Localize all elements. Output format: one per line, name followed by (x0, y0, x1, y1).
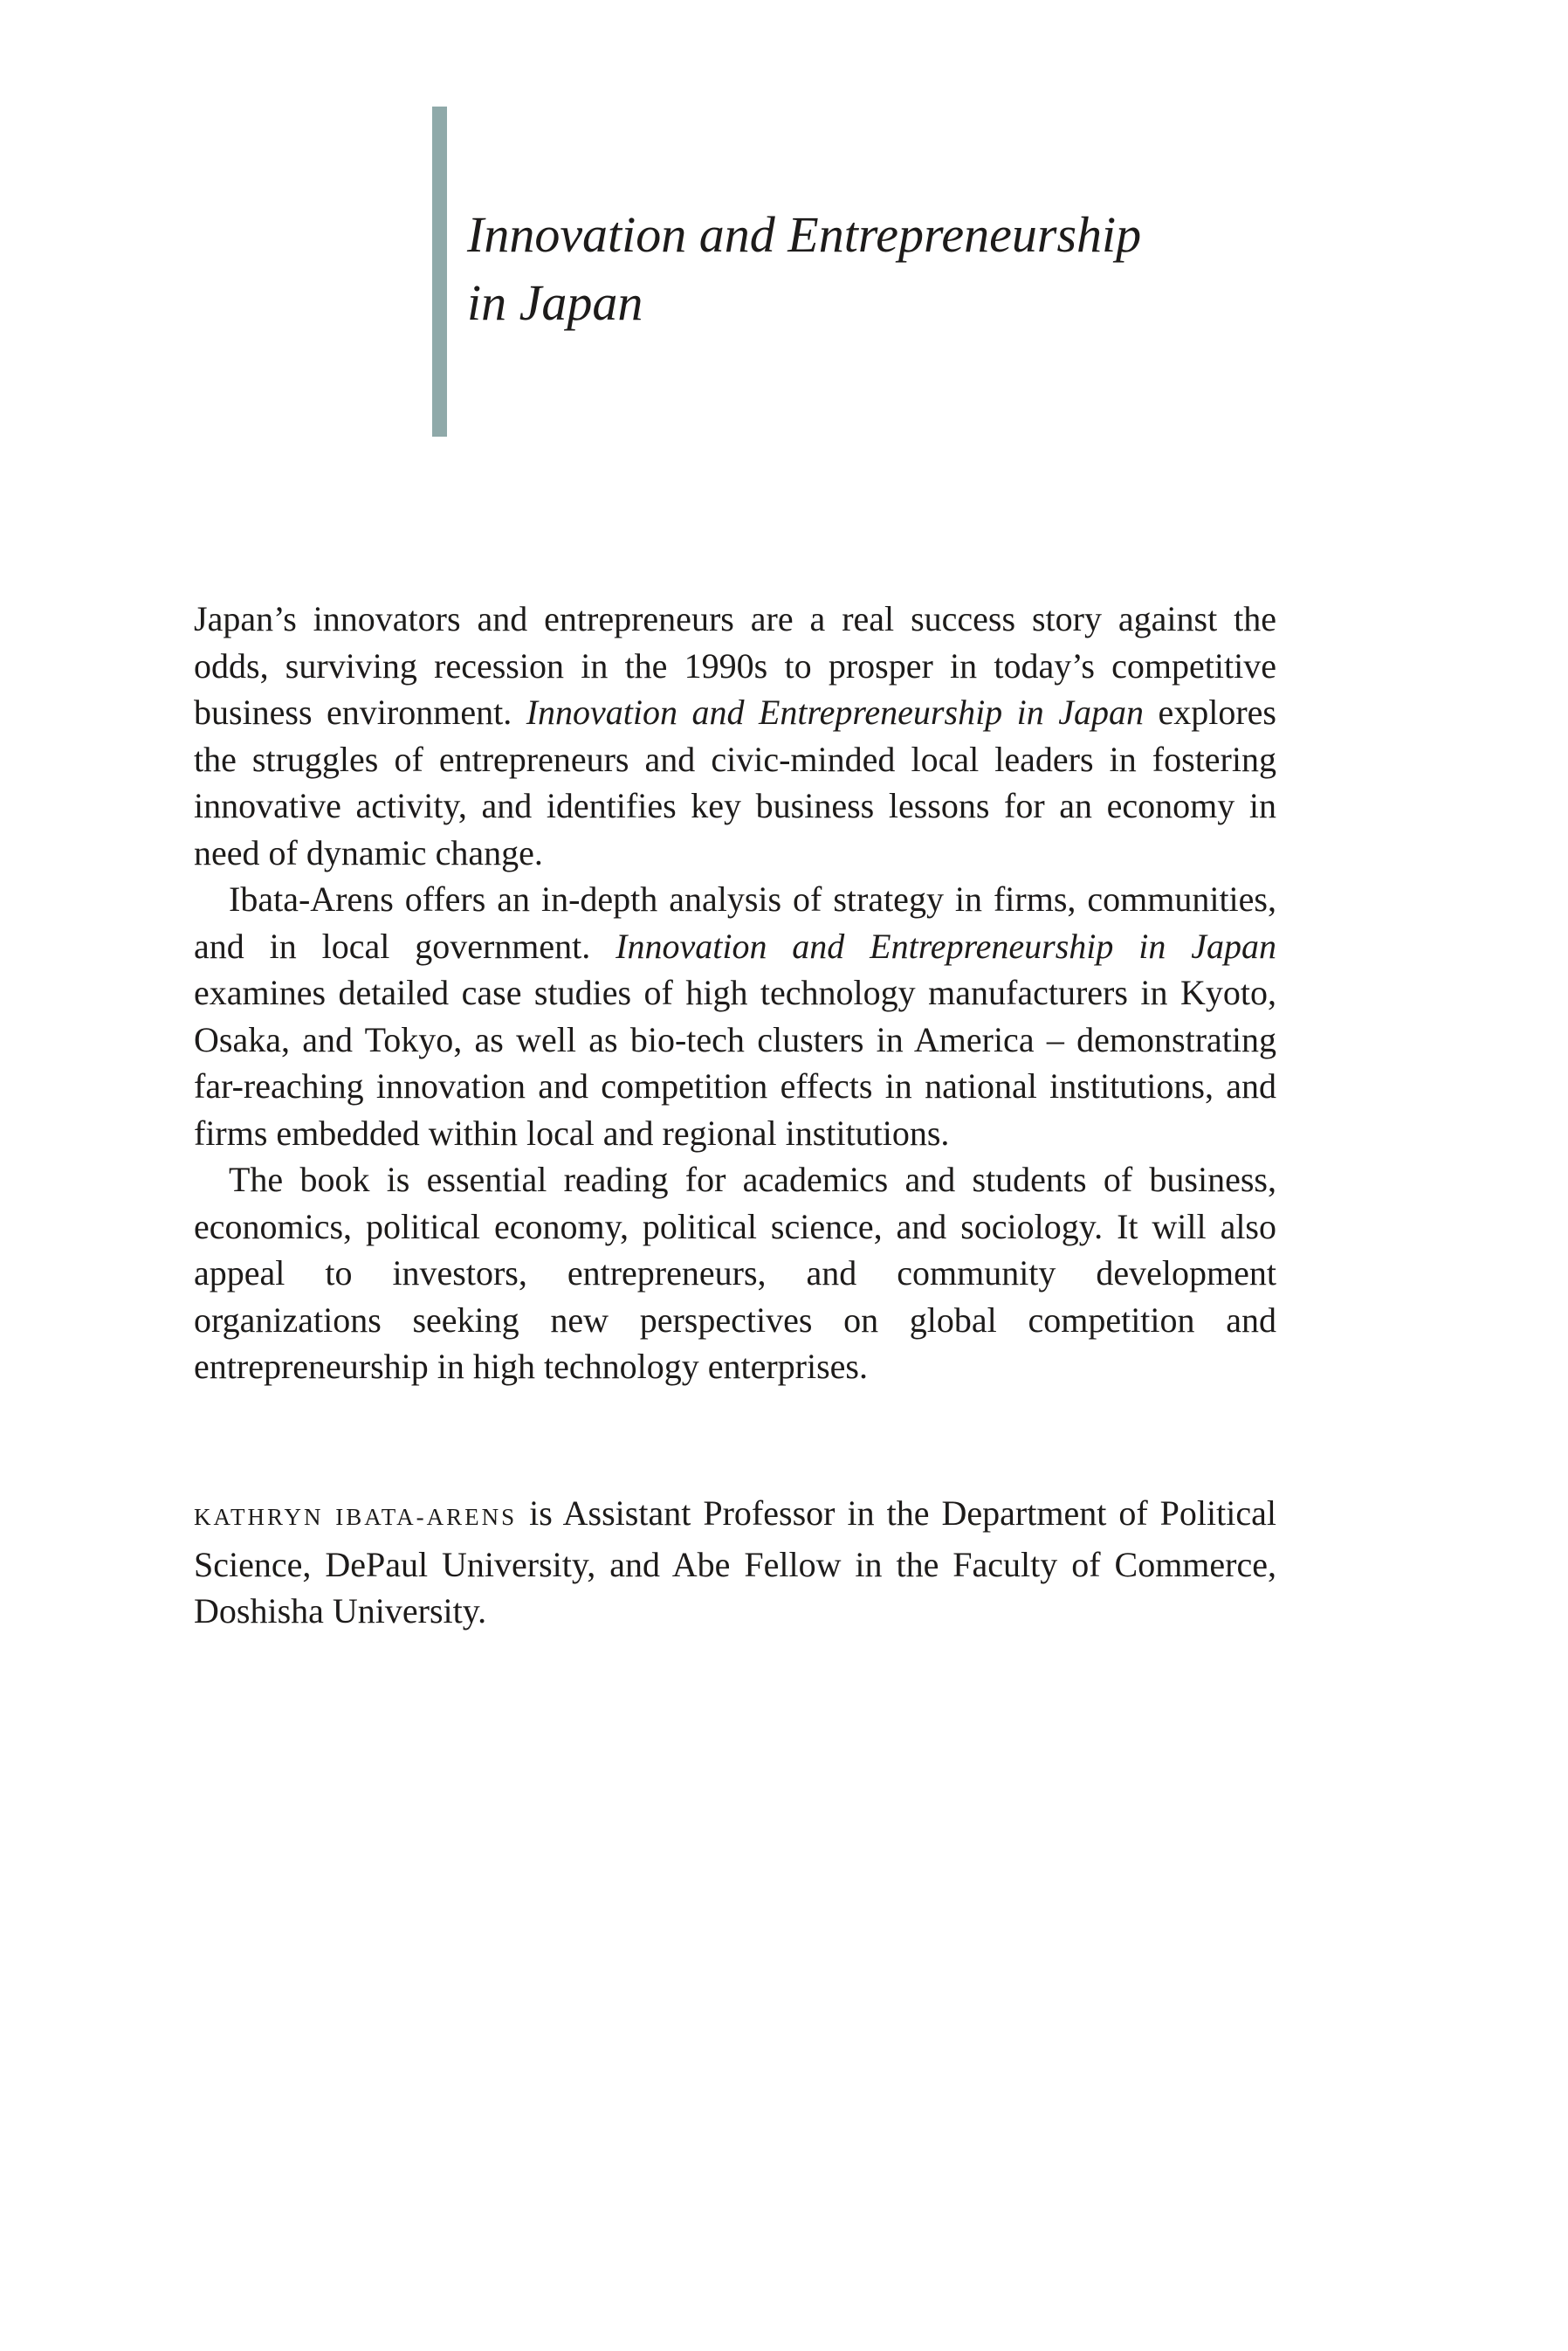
author-bio-text: is Assistant Professor in the Department of Political Science, DePaul University, and Abe Fellow in the Faculty of Commerce, Doshisha University. (194, 1493, 1276, 1631)
paragraph-2-book-title: Innovation and Entrepreneurship in Japan (616, 926, 1277, 966)
book-title (467, 201, 1340, 337)
title-accent-bar (432, 107, 447, 437)
description-paragraph-2 (194, 876, 1276, 1156)
description-paragraph-1 (194, 596, 1276, 876)
book-title-line-1: Innovation and Entrepreneurship (467, 206, 1142, 263)
book-description (194, 596, 1276, 1390)
paragraph-2-rest: examines detailed case studies of high technology manufacturers in Kyoto, Osaka, and Tokyo, as well as bio-tech clusters in America – demonstrating far-reaching innovation and competition effects in national institutions, and firms embedded within local and regional institutions. (194, 973, 1276, 1153)
paragraph-1-lead: Japan’s innovators and entrepreneurs are a real success story against the odds, surviving recession in the 1990s to prosper in today’s competitive business environment. (194, 599, 1276, 732)
book-title-line-2: in Japan (467, 274, 643, 331)
author-name: KATHRYN IBATA-ARENS (194, 1504, 518, 1530)
paragraph-2-lead: Ibata-Arens offers an in-depth analysis of strategy in firms, communities, and in local government. (194, 879, 1276, 966)
author-bio (194, 1490, 1276, 1635)
paragraph-1-book-title: Innovation and Entrepreneurship in Japan (526, 693, 1145, 732)
paragraph-1-rest: explores the struggles of entrepreneurs and civic-minded local leaders in fostering innovative activity, and identifies key business lessons for an economy in need of dynamic change. (194, 693, 1277, 872)
description-paragraph-3: The book is essential reading for academics and students of business, economics, political economy, political science, and sociology. It will also appeal to investors, entrepreneurs, and community development organizations seeking new perspectives on global competition and entrepreneurship in high technology enterprises. (194, 1160, 1276, 1386)
